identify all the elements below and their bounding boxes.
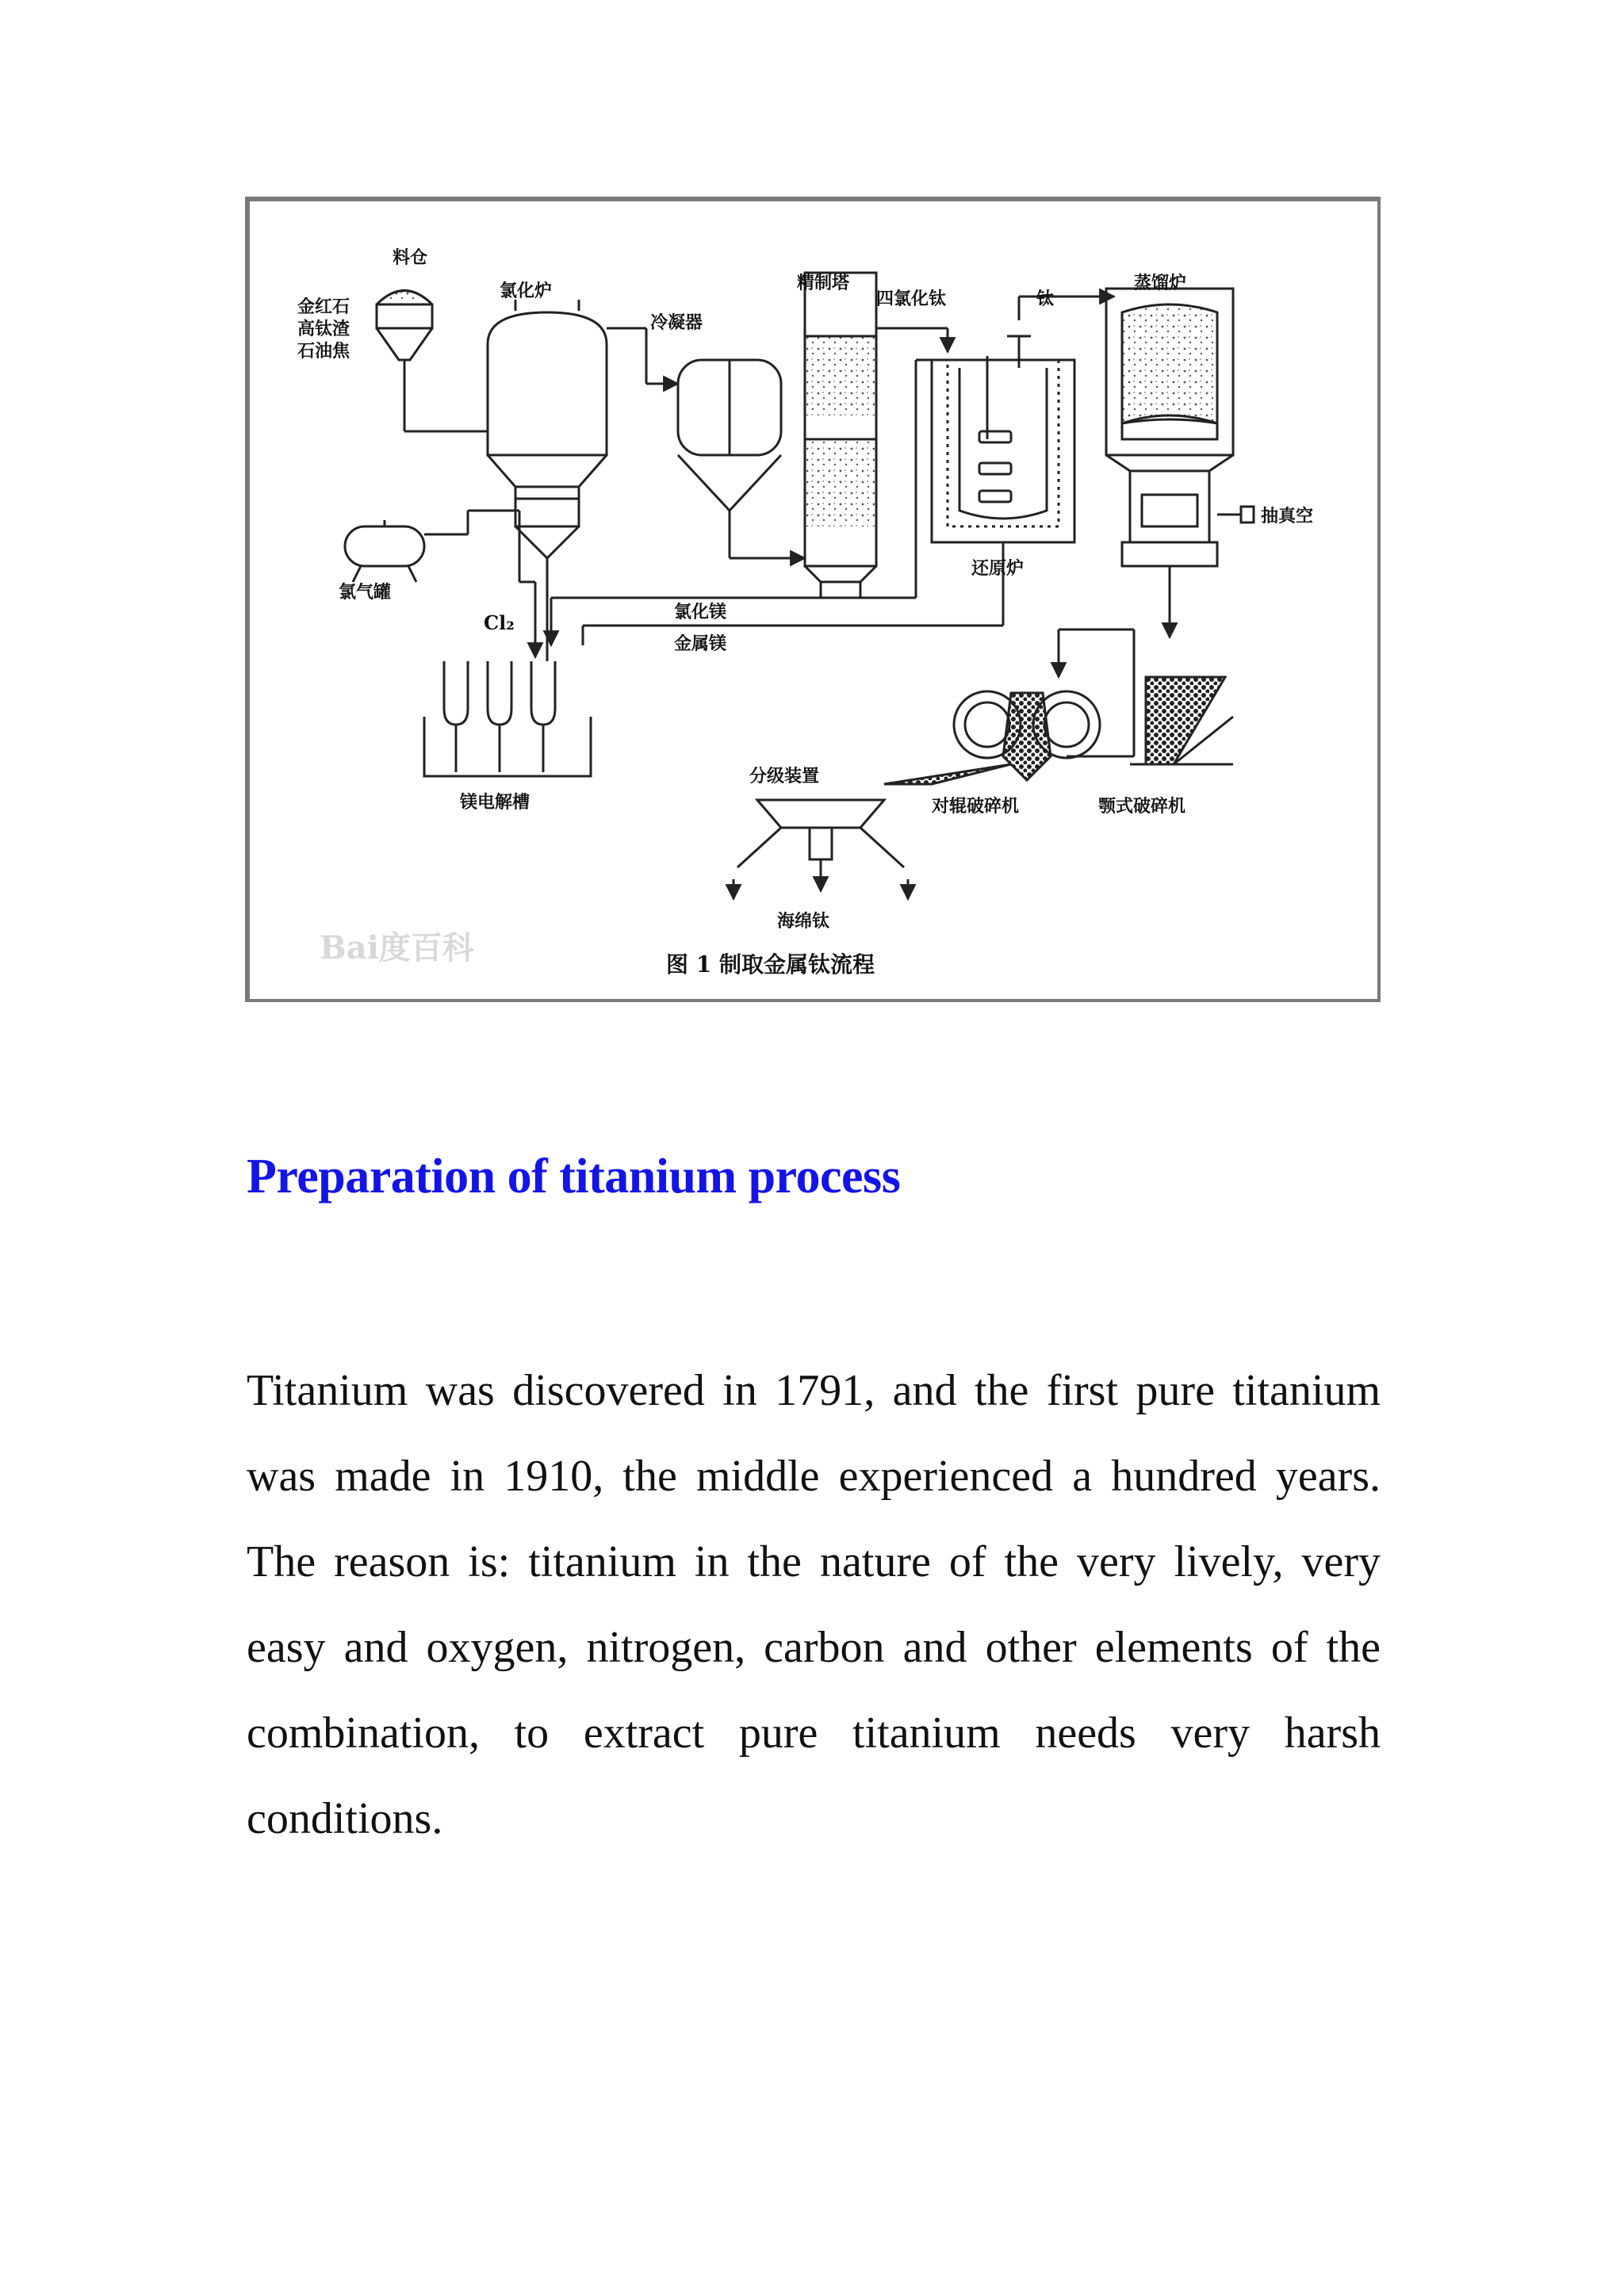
hopper-shape	[377, 291, 488, 432]
label-jaw-crusher: 颚式破碎机	[1098, 796, 1186, 817]
label-condenser: 冷凝器	[650, 312, 703, 333]
process-flow-diagram	[250, 201, 1377, 999]
label-roll-crusher: 对辊破碎机	[932, 796, 1020, 817]
label-distillation-furnace: 蒸馏炉	[1134, 273, 1187, 293]
label-ti-slag: 高钛渣	[297, 319, 350, 339]
electrolyzer-shape	[424, 661, 591, 776]
label-mgcl2: 氯化镁	[674, 602, 727, 622]
label-reduction-furnace: 还原炉	[971, 558, 1025, 579]
label-classifier: 分级装置	[749, 766, 820, 786]
roll-crusher-shape	[884, 691, 1100, 784]
label-hopper: 料仓	[393, 247, 428, 268]
label-titanium: 钛	[1036, 289, 1055, 309]
body-paragraph: Titanium was discovered in 1791, and the first pure titanium was made in 1910, the middle experienced a hundred years. The reason is: titanium in the nature of the very lively, very easy and oxygen, nitrogen, carbon and other elements of the combination, to extract pure titanium needs very harsh conditions.	[247, 1366, 1381, 1843]
label-chlorine-tank: 氯气罐	[339, 582, 392, 603]
label-vacuum: 抽真空	[1261, 506, 1314, 526]
label-ticl4: 四氯化钛	[876, 289, 947, 309]
watermark: Bai度百科	[320, 929, 474, 966]
classifier-shape	[733, 800, 908, 899]
process-flow-figure	[245, 197, 1381, 1002]
label-cl2: Cl₂	[484, 611, 515, 634]
jaw-crusher-shape	[1130, 677, 1233, 764]
label-chlorinator: 氯化炉	[500, 281, 553, 301]
label-metal-mg: 金属镁	[674, 633, 727, 654]
figure-caption: 图 1 制取金属钛流程	[666, 951, 875, 978]
refining-tower-shape	[805, 273, 948, 598]
label-mg-electrolyzer: 镁电解槽	[460, 792, 530, 813]
label-rutile: 金红石	[297, 297, 350, 317]
chlorinator-shape	[488, 300, 678, 661]
label-sponge-ti: 海绵钛	[777, 911, 830, 932]
label-pet-coke: 石油焦	[297, 341, 350, 362]
condenser-shape	[678, 360, 805, 558]
section-title: Preparation of titanium process	[247, 1150, 901, 1203]
label-refining-tower: 精制塔	[797, 273, 850, 293]
